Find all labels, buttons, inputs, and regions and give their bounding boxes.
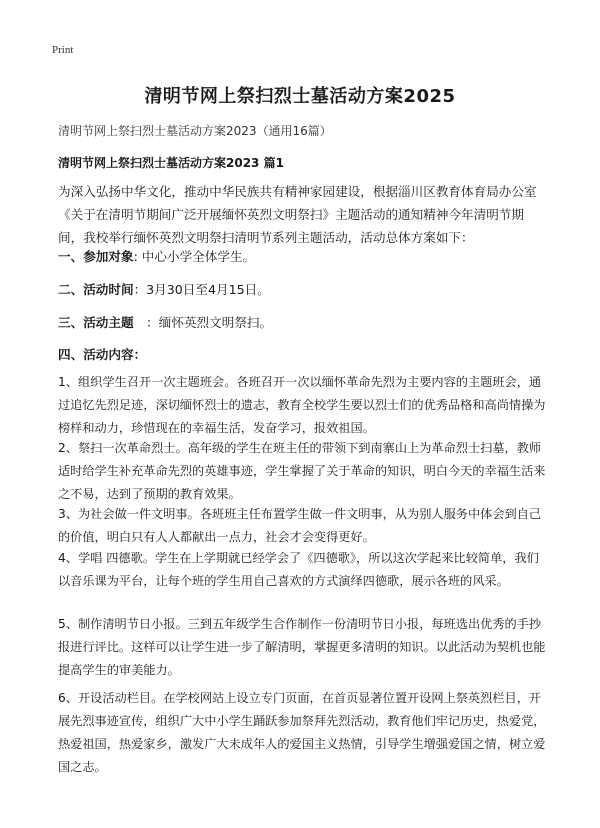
item-participants (58, 246, 255, 265)
print-link[interactable]: Print (52, 44, 74, 56)
item-value: ：3月30日至4月15日。 (133, 282, 270, 297)
item-label: 二、活动时间 (58, 282, 134, 297)
activity-paragraph-3: 3、为社会做一件文明事。各班班主任布置学生做一件文明事，从为别人服务中体会到自己的价值，明白只有人人都献出一点力，社会才会变得更好。 (58, 507, 542, 544)
item-value: ：缅怀英烈文明祭扫。 (133, 315, 273, 330)
activity-paragraph-1: 1、组织学生召开一次主题班会。各班召开一次以缅怀革命先烈为主要内容的主题班会，通过追忆先烈足迹，深切缅怀烈士的遗志，教育全校学生要以烈士们的优秀品格和高尚情操为榜样和动力，珍惜现在的幸福生活，发奋学习，报效祖国。 (58, 375, 546, 435)
item-time (58, 279, 270, 298)
activity-paragraph-4: 4、学唱 四德歌。学生在上学期就已经学会了《四德歌》，所以这次学起来比较简单，我们以音乐课为平台，让每个班的学生用自己喜欢的方式演绎四德歌，展示各班的风采。 (58, 551, 539, 588)
document-subtitle: 清明节网上祭扫烈士墓活动方案2023（通用16篇） (58, 124, 332, 138)
content-heading: 四、活动内容： (58, 347, 147, 362)
item-label: 三、活动主题 (58, 315, 134, 330)
activity-paragraph-5: 5、制作清明节日小报。三到五年级学生合作制作一份清明节日小报，每班选出优秀的手抄报进行评比。这样可以让学生进一步了解清明，掌握更多清明的知识。以此活动为契机也能提高学生的审美能力。 (58, 617, 546, 677)
page-title: 清明节网上祭扫烈士墓活动方案2025 (144, 86, 456, 107)
item-label: 一、参加对象 (58, 249, 134, 264)
section-heading: 清明节网上祭扫烈士墓活动方案2023 篇1 (58, 156, 284, 170)
item-value: : 中心小学全体学生。 (133, 249, 256, 264)
activity-paragraph-6: 6、开设活动栏目。在学校网站上设立专门页面，在首页显著位置开设网上祭英烈栏目，开展先烈事迹宣传，组织广大中小学生踊跃参加祭拜先烈活动，教育他们牢记历史，热爱党，热爱祖国，热爱家乡，激发广大未成年人的爱国主义热情，引导学生增强爱国之情，树立爱国之志。 (58, 691, 546, 774)
activity-paragraph-2: 2、祭扫一次革命烈士。高年级的学生在班主任的带领下到南寨山上为革命烈士扫墓，教师适时给学生补充革命先烈的英雄事迹，学生掌握了关于革命的知识，明白今天的幸福生活来之不易，达到了预期的教育效果。 (58, 441, 546, 501)
intro-paragraph: 为深入弘扬中华文化，推动中华民族共有精神家园建设，根据淄川区教育体育局办公室《关于在清明节期间广泛开展缅怀英烈文明祭扫》主题活动的通知精神今年清明节期间，我校举行缅怀英烈文明祭扫清明节系列主题活动，活动总体方案如下： (58, 184, 537, 245)
item-theme (58, 312, 272, 331)
